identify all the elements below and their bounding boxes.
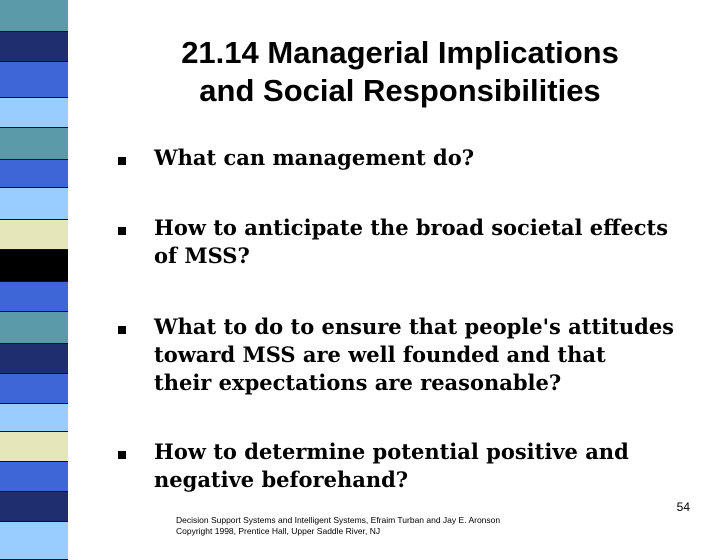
bullet-text: What can management do?	[154, 145, 475, 170]
decorative-stripe	[0, 344, 68, 374]
decorative-stripe	[0, 220, 68, 250]
decorative-stripe	[0, 0, 68, 32]
footer-citation: Decision Support Systems and Intelligent Systems, Efraim Turban and Jay E. Aronson Copyright 1998, Prentice Hall, Upper Saddle River, NJ	[176, 515, 501, 536]
decorative-stripe	[0, 160, 68, 188]
decorative-stripe	[0, 404, 68, 432]
slide-title	[120, 34, 680, 110]
decorative-stripe	[0, 312, 68, 344]
page-number: 54	[676, 500, 690, 514]
decorative-stripe	[0, 522, 68, 560]
slide-title-text: 21.14 Managerial Implications and Social Responsibilities	[181, 35, 619, 108]
decorative-stripe	[0, 32, 68, 62]
decorative-stripe	[0, 62, 68, 98]
decorative-stripe	[0, 98, 68, 128]
decorative-stripe	[0, 188, 68, 220]
square-bullet-icon	[118, 227, 126, 235]
decorative-stripe	[0, 432, 68, 462]
decorative-stripe	[0, 462, 68, 492]
bullet-text: How to anticipate the broad societal effects of MSS?	[154, 215, 669, 268]
square-bullet-icon	[118, 451, 126, 459]
decorative-stripe	[0, 374, 68, 404]
square-bullet-icon	[118, 326, 126, 334]
bullet-text: How to determine potential positive and negative beforehand?	[154, 439, 629, 492]
decorative-stripe	[0, 492, 68, 522]
decorative-stripe	[0, 282, 68, 312]
square-bullet-icon	[118, 157, 126, 165]
decorative-stripe	[0, 250, 68, 282]
decorative-stripe	[0, 128, 68, 160]
bullet-text: What to do to ensure that people's attitudes toward MSS are well founded and that their expectations are reasonable?	[154, 314, 675, 395]
decorative-stripe-sidebar	[0, 0, 68, 540]
